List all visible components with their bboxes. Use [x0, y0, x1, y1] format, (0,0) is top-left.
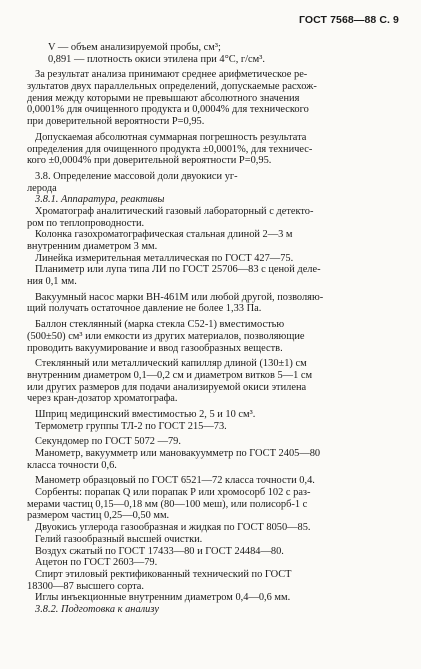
text-line: Двуокись углерода газообразная и жидкая по ГОСТ 8050—85.: [35, 522, 311, 534]
text-line: Ацетон по ГОСТ 2603—79.: [35, 557, 158, 569]
text-line: Гелий газообразный высшей очистки.: [35, 533, 203, 545]
text-line: 0,891 — плотность окиси этилена при 4°С, г/см³.: [48, 53, 265, 65]
text-line: Термометр группы ТЛ-2 по ГОСТ 215—73.: [35, 420, 227, 432]
text-line: Спирт этиловый ректификованный технический по ГОСТ: [35, 568, 292, 580]
text-line: Манометр, вакуумметр или мановакуумметр по ГОСТ 2405—80: [35, 448, 321, 459]
text-line: Иглы инъекционные внутренним диаметром 0,4—0,6 мм.: [35, 592, 291, 604]
text-line: Допускаемая абсолютная суммарная погрешность результата: [35, 131, 307, 143]
text-line: мерами частиц 0,15—0,18 мм (80—100 меш), или полисорб-1 с: [27, 498, 308, 510]
text-line: 18300—87 высшего сорта.: [27, 580, 145, 592]
text-line: (500±50) см³ или емкости из других материалов, позволяющие: [27, 330, 305, 342]
text-line: 0,0001% для очищенного продукта и 0,0004% для технического: [27, 104, 309, 116]
text-line: зультатов двух параллельных определений, допускаемые расхож-: [27, 81, 317, 93]
text-line: За результат анализа принимают среднее арифметическое ре-: [35, 69, 308, 81]
text-line: размером частиц 0,25—0,50 мм.: [27, 510, 170, 522]
text-line: лерода: [27, 182, 57, 194]
text-line: определения для очищенного продукта ±0,0001%, для техничес-: [27, 143, 313, 155]
text-line: ния 0,1 мм.: [27, 276, 77, 288]
text-line: Секундомер по ГОСТ 5072 —79.: [35, 436, 181, 448]
text-line: дения между которыми не превышают абсолютного значения: [27, 92, 300, 104]
text-line: ром по теплопроводности.: [27, 217, 145, 229]
text-line: Сорбенты: порапак Q или порапак Р или хромосорб 102 с раз-: [35, 487, 311, 499]
text-line: Колонка газохроматографическая стальная длиной 2—3 м: [35, 229, 293, 241]
text-line: внутренним диаметром 0,1—0,2 см и диаметром витков 5—1 см: [27, 369, 313, 381]
text-line: кого ±0,0004% при доверительной вероятности P=0,95.: [27, 155, 272, 167]
text-line: Баллон стеклянный (марка стекла С52-1) вместимостью: [35, 319, 285, 331]
text-line: Воздух сжатый по ГОСТ 17433—80 и ГОСТ 24484—80.: [35, 545, 284, 557]
text-line: внутренним диаметром 3 мм.: [27, 241, 158, 252]
text-line: Линейка измерительная металлическая по ГОСТ 427—75.: [35, 252, 294, 264]
text-line: Планиметр или лупа типа ЛИ по ГОСТ 25706—83 с ценой деле-: [35, 264, 321, 276]
text-line: при доверительной вероятности P=0,95.: [27, 116, 205, 128]
text-line: щий получать остаточное давление не более 1,33 Па.: [27, 303, 262, 315]
text-line: Манометр образцовый по ГОСТ 6521—72 класса точности 0,4.: [35, 475, 315, 487]
text-line: или других размеров для подачи анализируемой окиси этилена: [27, 381, 307, 393]
page-header: ГОСТ 7568—88 С. 9: [298, 14, 399, 26]
text-line: 3.8.1. Аппаратура, реактивы: [35, 194, 165, 206]
text-line: Шприц медицинский вместимостью 2, 5 и 10 см³.: [35, 408, 256, 420]
text-line: Стеклянный или металлический капилляр длиной (130±1) см: [35, 358, 307, 370]
text-line: через кран-дозатор хроматографа.: [27, 393, 178, 405]
text-line: проводить вакуумирование и ввод газообразных веществ.: [27, 342, 283, 354]
text-line: Хроматограф аналитический газовый лабораторный с детекто-: [35, 205, 314, 217]
text-line: V — объем анализируемой пробы, см³;: [48, 42, 221, 53]
text-line: класса точности 0,6.: [27, 459, 117, 471]
text-line: 3.8.2. Подготовка к анализу: [35, 603, 159, 615]
document-body: [27, 42, 393, 616]
text-line: 3.8. Определение массовой доли двуокиси уг-: [35, 170, 238, 182]
text-line: Вакуумный насос марки ВН-461М или любой другой, позволяю-: [35, 291, 324, 303]
